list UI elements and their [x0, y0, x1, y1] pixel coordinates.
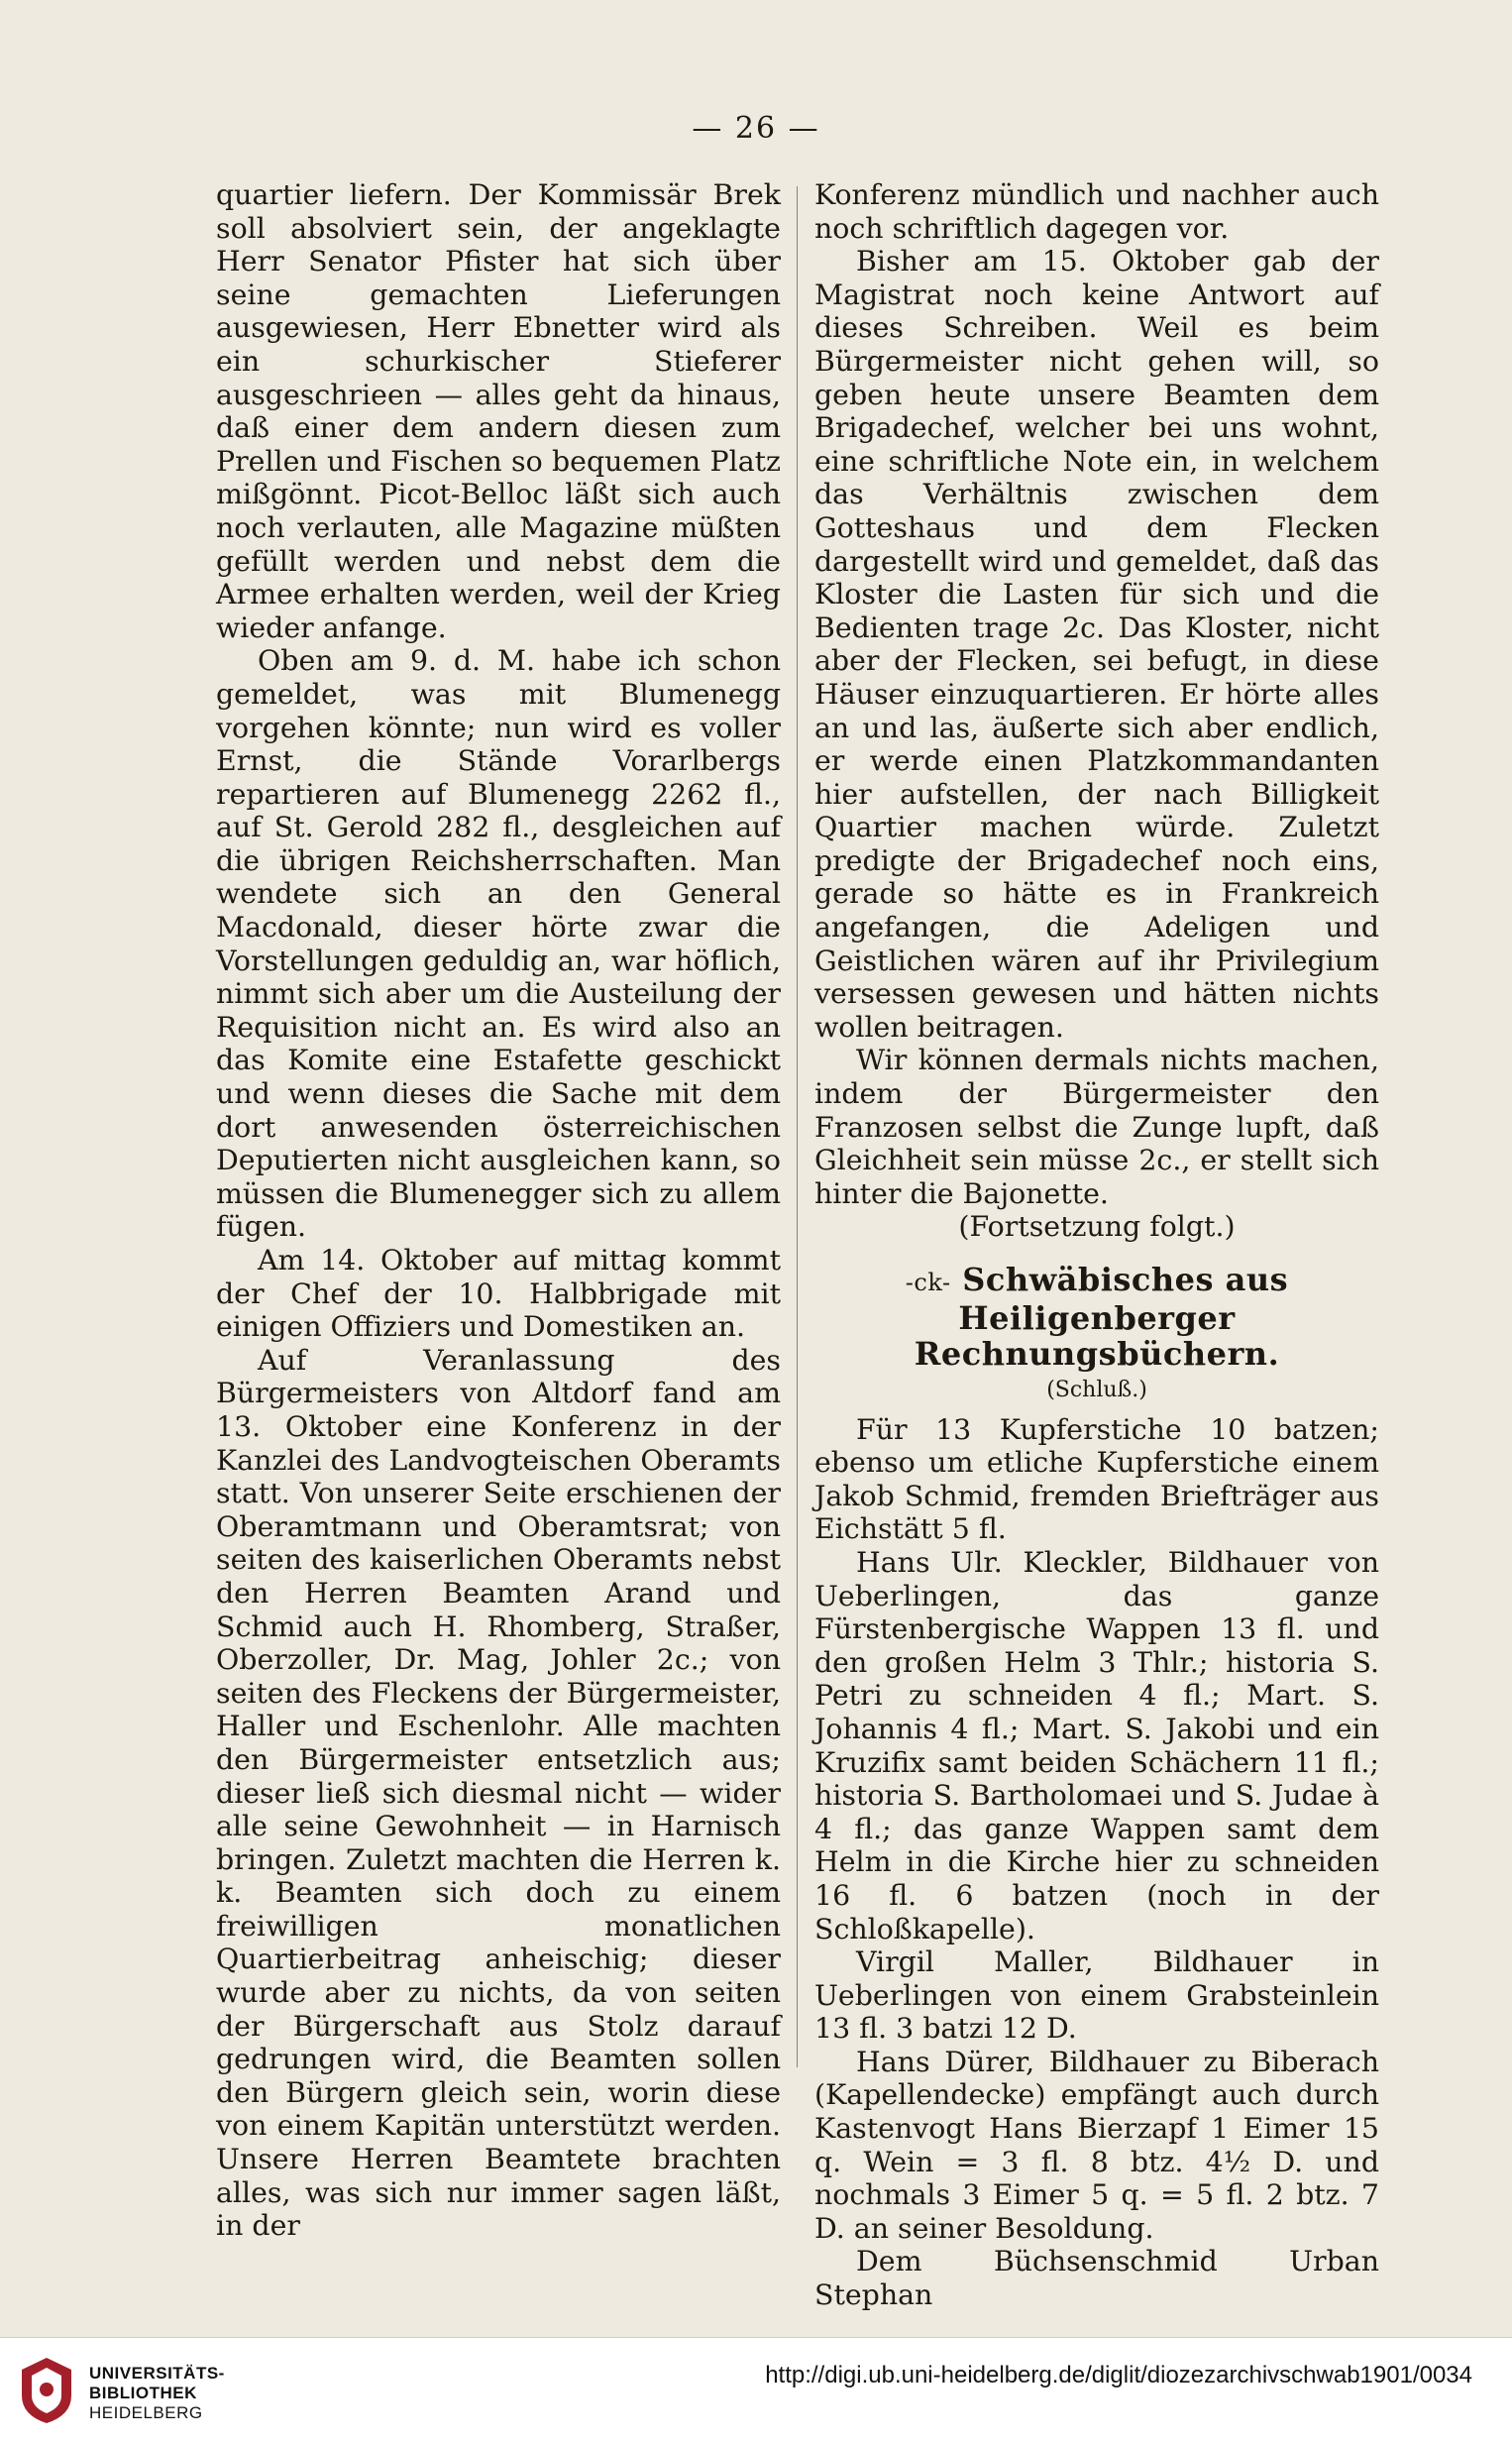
paragraph: Hans Ulr. Kleckler, Bildhauer von Ueberlingen, das ganze Fürstenbergische Wappen 13 fl. und den großen Helm 3 Thlr.; historia S. Petri zu schneiden 4 fl.; Mart. S. Johannis 4 fl.; Mart. S. Jakobi und ein Kruzifix samt beiden Schächern 11 fl.; historia S. Bartholomaei und S. Judae à 4 fl.; das ganze Wappen samt dem Helm in die Kirche hier zu schneiden 16 fl. 6 batzen (noch in der Schloßkapelle).: [814, 1545, 1379, 1945]
left-column: [216, 178, 781, 2243]
paragraph: Auf Veranlassung des Bürgermeisters von Altdorf fand am 13. Oktober eine Konferenz in der Kanzlei des Landvogteischen Oberamts statt. Von unserer Seite erschienen der Oberamtmann und Oberamtsrat; von seiten des kaiserlichen Oberamts nebst den Herren Beamten Arand und Schmid auch H. Rhomberg, Straßer, Oberzoller, Dr. Mag, Johler 2c.; von seiten des Fleckens der Bürgermeister, Haller und Eschenlohr. Alle machten den Bürgermeister entsetzlich aus; dieser ließ sich diesmal nicht — wider alle seine Gewohnheit — in Harnisch bringen. Zuletzt machten die Herren k. k. Beamten sich doch zu einem freiwilligen monatlichen Quartierbeitrag anheischig; dieser wurde aber zu nichts, da von seiten der Bürgerschaft aus Stolz darauf gedrungen wird, die Beamten sollen den Bürgern gleich sein, worin diese von einem Kapitän unterstützt werden. Unsere Herren Beamtete brachten alles, was sich nur immer sagen läßt, in der: [216, 1343, 781, 2243]
paragraph: Konferenz mündlich und nachher auch noch schriftlich dagegen vor.: [814, 178, 1379, 245]
paragraph: Wir können dermals nichts machen, indem der Bürgermeister den Franzosen selbst die Zunge lupft, daß Gleichheit sein müsse 2c., er stellt sich hinter die Bajonette.: [814, 1044, 1379, 1210]
paragraph: Virgil Maller, Bildhauer in Ueberlingen von einem Grabsteinlein 13 fl. 3 batzi 12 D.: [814, 1945, 1379, 2046]
article-heading: [814, 1262, 1379, 1372]
article-title-line2: Rechnungsbüchern.: [914, 1335, 1280, 1373]
right-column: [814, 178, 1379, 2312]
paragraph: Für 13 Kupferstiche 10 batzen; ebenso um etliche Kupferstiche einem Jakob Schmid, fremden Briefträger aus Eichstätt 5 fl.: [814, 1412, 1379, 1546]
paragraph: Dem Büchsenschmid Urban Stephan: [814, 2245, 1379, 2312]
continuation-note: (Fortsetzung folgt.): [958, 1210, 1236, 1244]
source-url-link[interactable]: http://digi.ub.uni-heidelberg.de/diglit/diozezarchivschwab1901/0034: [765, 2362, 1472, 2388]
paragraph: Hans Dürer, Bildhauer zu Biberach (Kapellendecke) empfängt auch durch Kastenvogt Hans Bierzapf 1 Eimer 15 q. Wein = 3 fl. 8 btz. 4½ D. und nochmals 3 Eimer 5 q. = 5 fl. 2 btz. 7 D. an seiner Besoldung.: [814, 2045, 1379, 2245]
paragraph: Am 14. Oktober auf mittag kommt der Chef der 10. Halbbrigade mit einigen Offiziers und Domestiken an.: [216, 1244, 781, 1344]
column-divider: [797, 186, 798, 2067]
author-tag: -ck-: [905, 1269, 951, 1296]
university-seal-icon: [18, 2356, 75, 2425]
institution-name: UNIVERSITÄTS- BIBLIOTHEK HEIDELBERG: [89, 2364, 225, 2422]
page-number: — 26 —: [692, 111, 820, 146]
paragraph: Oben am 9. d. M. habe ich schon gemeldet, was mit Blumenegg vorgehen könnte; nun wird es voller Ernst, die Stände Vorarlbergs repartieren auf Blumenegg 2262 fl., auf St. Gerold 282 fl., desgleichen auf die übrigen Reichsherrschaften. Man wendete sich an den General Macdonald, dieser hörte zwar die Vorstellungen geduldig an, war höflich, nimmt sich aber um die Austeilung der Requisition nicht an. Es wird also an das Komite eine Estafette geschickt und wenn dieses die Sache mit dem dort anwesenden österreichischen Deputierten nicht ausgleichen kann, so müssen die Blumenegger sich zu allem fügen.: [216, 644, 781, 1244]
article-title-line1: Schwäbisches aus Heiligenberger: [958, 1261, 1289, 1337]
paragraph: Bisher am 15. Oktober gab der Magistrat noch keine Antwort auf dieses Schreiben. Weil es beim Bürgermeister nicht gehen will, so geben heute unsere Beamten dem Brigadechef, welcher bei uns wohnt, eine schriftliche Note ein, in welchem das Verhältnis zwischen dem Gotteshaus und dem Flecken dargestellt wird und gemeldet, daß das Kloster die Lasten für sich und die Bedienten trage 2c. Das Kloster, nicht aber der Flecken, sei befugt, in diese Häuser einzuquartieren. Er hörte alles an und las, äußerte sich aber endlich, er werde einen Platzkommandanten hier aufstellen, der nach Billigkeit Quartier machen würde. Zuletzt predigte der Brigadechef noch eins, gerade so hätte es in Frankreich angefangen, die Adeligen und Geistlichen wären auf ihr Privilegium versessen gewesen und hätten nichts wollen beitragen.: [814, 245, 1379, 1044]
library-footer: [0, 2337, 1512, 2443]
article-subtitle: (Schluß.): [1046, 1378, 1147, 1402]
paragraph: quartier liefern. Der Kommissär Brek soll absolviert sein, der angeklagte Herr Senator Pfister hat sich über seine gemachten Lieferungen ausgewiesen, Herr Ebnetter wird als ein schurkischer Stieferer ausgeschrieen — alles geht da hinaus, daß einer dem andern diesen zum Prellen und Fischen so bequemen Platz mißgönnt. Picot-Belloc läßt sich auch noch verlauten, alle Magazine müßten gefüllt werden und nebst dem die Armee erhalten werden, weil der Krieg wieder anfange.: [216, 178, 781, 644]
